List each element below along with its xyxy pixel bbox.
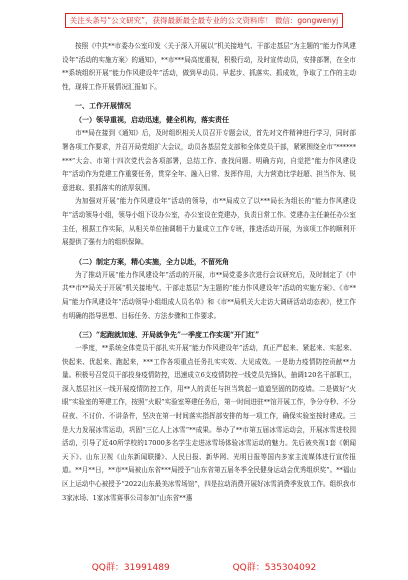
- footer: [0, 560, 408, 573]
- document-body: [62, 40, 356, 505]
- qq-group-2: QQ群：535304092: [232, 563, 317, 573]
- paragraph-2: 为加强对开展“能力作风建设年”活动的领导，市**局成立了以***局长为组长的“能力作风建设年”活动领导小组，领导小组下设办公室，办公室设在党建办，负责日常工作。党建办主任兼任办公室主任，根据工作实际，从相关单位抽调精干力量成立工作专班，推进活动开展，为该项工作的顺利开展提供了强有力的组织保障。: [62, 197, 356, 247]
- paragraph-1: 市**局在接到《通知》后，及时组织相关人员召开专题会议，首先对文件精神进行学习，同时部署各项工作要求，并召开局党组扩大会议，动员各基层党支部和全体党员干部，紧紧围绕全市“*********”大会、市第十四次党代会各项部署，总结工作、查找问题、明确方向，自觉把“能力作风建设年”活动作为党建工作重要任务，贯穿全年、融入日常、发挥作用，大力营造比学赶超、担当作为、锐意进取、狠抓落实的浓厚氛围。: [62, 129, 356, 192]
- subsection-heading-2: （二）制定方案，精心实施，全力以赴，不留死角: [75, 256, 229, 266]
- paragraph-3: 为了推动开展“能力作风建设年”活动的开展，市**局党委多次进行会议研究后，及时制定了《中共**市**局关于开展“机关接地气、干部走基层”为主题的“能力作风建设年”活动的实施方案》、《市**局“能力作风建设年”活动领导小组组成人员名单》和《市**局机关大走访大调研活动动态表》，使工作有明确的指导思想、目标任务、方法步骤和工作要求。: [62, 270, 356, 320]
- intro-paragraph: 按照《中共**市委办公室印发〈关于深入开展以“机关接地气、干部走基层”为主题的“能力作风建设年”活动的实施方案〉的通知》，**市***局高度重视，积极行动，及时宣传动员，安排部署，在全市**系统组织开展“能力作风建设年”活动，做到早动员、早起步、抓落实、抓成效，争取了工作的主动性，现将工作开展情况汇报如下。: [62, 42, 356, 91]
- promo-banner-text: 关注头条号“公文研究”，获得最新最全最专业的公文资料库！ 微信：gongwenyj: [65, 13, 344, 28]
- subsection-heading-1: （一）领导重视，启动迅速，健全机构，落实责任: [75, 115, 229, 125]
- subsection-heading-3: （三）“起跑就加速、开局就争先”一季度工作实现“开门红”: [75, 330, 260, 340]
- promo-banner: [0, 8, 408, 28]
- paragraph-4: 一季度，**系统全体党员干部扎实开展“能力作风建设年”活动，真正严起来、紧起来、实起来、快起来、优起来、跑起来，***工作各项重点任务扎实实效、大见成效。一是助力疫情防控贡献**力量。积极号召党员干部投身疫情防控，迅速成立6支疫情防控一线党员先锋队，抽调120名干部职工，深入基层社区一线开展疫情防控工作，用**人的责任与担当筑起一道道坚固的防疫墙。二是做好“火眼”实验室的筹建工作，按照“火眼”实验室筹建任务后，第一时间进驻**馆开展工作，争分夺秒、不分昼夜、不讨价、不讲条件，坚决在第一时间落实指挥部安排的每一项工作，确保实验室按时建成。三是大力发展冰雪运动，巩固“三亿人上冰雪”**成果。举办了**市第五届冰雪运动会，开展冰雪进校园活动，引导了近40所学校的17000多名学生走进冰雪场体验冰雪运动的魅力。先后被央视1套《朝闻天下》、山东卫视《山东新闻联播》、人民日报、新华网、光明日报等国内多家主流媒体进行宣传报道。**月**日，**市**局被山东省***局授予“山东省第五届冬季全民健身运动会优秀组织奖”。**福山区上运动中心被授予“2022山东最美冰雪场馆”，四是拉动消费开展好冰雪消费季发放工作。组织我市3家冰场、1家冰雪赛事公司参加“山东省**惠: [62, 344, 356, 502]
- section-heading: 一、工作开展情况: [75, 101, 131, 111]
- qq-group-1: QQ群：31991489: [91, 563, 170, 573]
